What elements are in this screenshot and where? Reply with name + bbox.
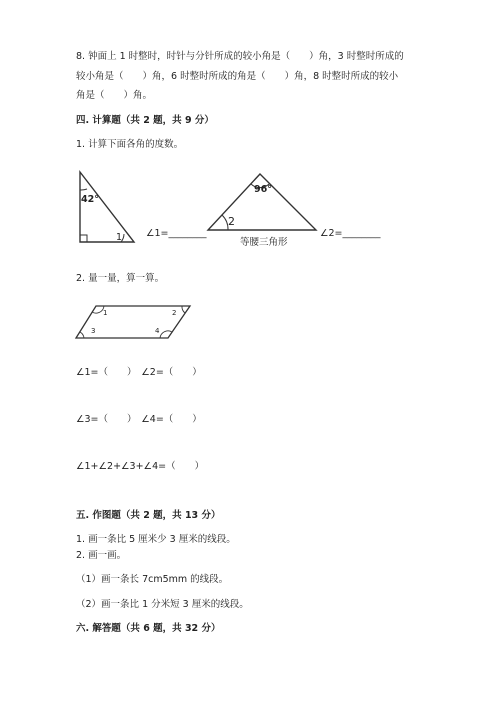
triangle1-angle-label: 42° bbox=[81, 194, 99, 205]
triangle2-angle-label: 96° bbox=[254, 184, 272, 195]
angle-answer-row3: ∠1+∠2+∠3+∠4=（ ） bbox=[76, 461, 205, 472]
angle-answer-row1: ∠1=（ ） ∠2=（ ） bbox=[76, 367, 202, 378]
angle-marker-1: 1 bbox=[103, 309, 108, 317]
section5-q2a: （1）画一条长 7cm5mm 的线段。 bbox=[76, 574, 229, 585]
section4-heading: 四. 计算题（共 2 题，共 9 分） bbox=[76, 115, 214, 126]
section4-q2-prompt: 2. 量一量，算一算。 bbox=[76, 273, 165, 284]
q8-line3: 角是（ ）角。 bbox=[76, 90, 153, 101]
parallelogram-figure bbox=[74, 302, 194, 342]
isosceles-triangle-figure bbox=[204, 170, 324, 234]
q8-line1: 8. 钟面上 1 时整时，时针与分针所成的较小角是（ ）角，3 时整时所成的 bbox=[76, 51, 404, 62]
section5-q1: 1. 画一条比 5 厘米少 3 厘米的线段。 bbox=[76, 534, 236, 545]
section4-q1-prompt: 1. 计算下面各角的度数。 bbox=[76, 139, 184, 150]
triangle2-marker: 2 bbox=[228, 215, 235, 228]
triangle2-caption: 等腰三角形 bbox=[240, 237, 288, 248]
section5-q2b: （2）画一条比 1 分米短 3 厘米的线段。 bbox=[76, 599, 249, 610]
section5-q2: 2. 画一画。 bbox=[76, 550, 127, 561]
triangle1-answer: ∠1=________ bbox=[146, 228, 207, 239]
angle-marker-4: 4 bbox=[155, 327, 160, 335]
triangle2-answer: ∠2=________ bbox=[320, 228, 381, 239]
q8-line2: 较小角是（ ）角，6 时整时所成的角是（ ）角，8 时整时所成的较小 bbox=[76, 71, 399, 82]
section5-heading: 五. 作图题（共 2 题，共 13 分） bbox=[76, 510, 221, 521]
right-triangle-figure bbox=[74, 166, 144, 248]
angle-answer-row2: ∠3=（ ） ∠4=（ ） bbox=[76, 414, 202, 425]
triangle1-marker: 1 bbox=[116, 232, 123, 243]
section6-heading: 六. 解答题（共 6 题，共 32 分） bbox=[76, 623, 221, 634]
angle-marker-2: 2 bbox=[172, 309, 177, 317]
angle-marker-3: 3 bbox=[91, 327, 96, 335]
